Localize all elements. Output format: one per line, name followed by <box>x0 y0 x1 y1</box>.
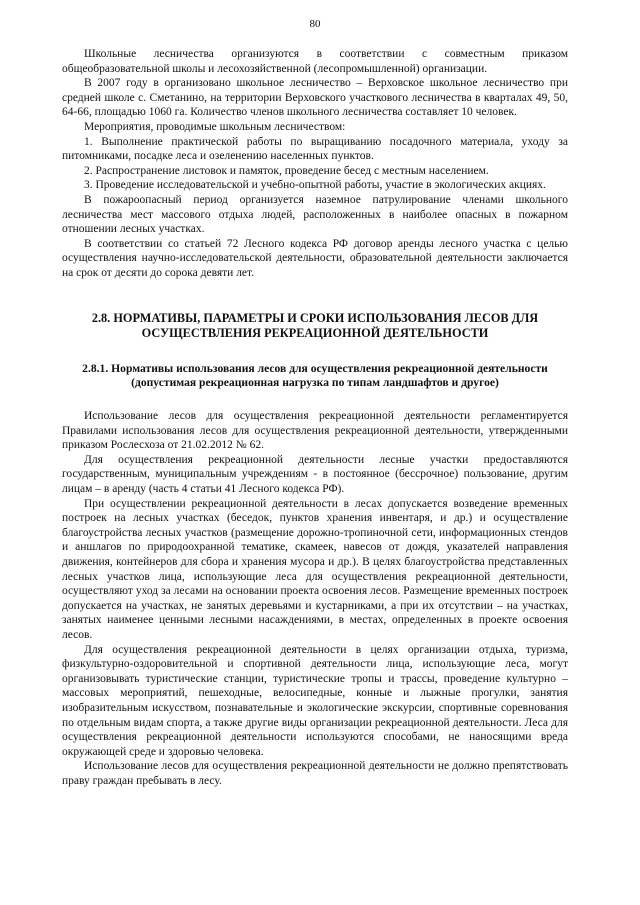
subsection-heading: 2.8.1. Нормативы использования лесов для осуществления рекреационной деятельности (допустимая рекреационная нагрузка по типам ландшафтов и другое) <box>82 361 548 390</box>
page-number: 80 <box>309 18 321 30</box>
section-heading: 2.8. НОРМАТИВЫ, ПАРАМЕТРЫ И СРОКИ ИСПОЛЬЗОВАНИЯ ЛЕСОВ ДЛЯ ОСУЩЕСТВЛЕНИЯ РЕКРЕАЦИОННОЙ ДЕЯТЕЛЬНОСТИ <box>91 310 539 340</box>
document-page <box>62 0 568 789</box>
paragraph-verkhovskoe-forestry: В 2007 году в организовано школьное лесничество – Верховское школьное лесничество при средней школе с. Сметанино, на территории Верховского участкового лесничества в кварталах 49, 50, 64-66, площадью 1060 га. Количество членов школьного лесничества составляет 10 человек. <box>62 77 568 119</box>
recreation-text-block <box>62 409 568 788</box>
paragraph-recreation-organization: Для осуществления рекреационной деятельности в целях организации отдыха, туризма, физкультурно-оздоровительной и спортивной деятельности лица, использующие леса, могут организовывать туристические станции, туристические тропы и трассы, проведение культурно – массовых мероприятий, пешеходные, велосипедные, конные и лыжные прогулки, занятия изобразительным искусством, познавательные и экологические экскурсии, спортивные соревнования по отдельным видам спорта, а также другие виды организации рекреационной деятельности. Леса для осуществления рекреационной деятельности используются способами, не наносящими вреда окружающей среде и здоровью человека. <box>62 643 568 758</box>
paragraph-activities-intro: Мероприятия, проводимые школьным лесничеством: <box>84 120 346 133</box>
paragraph-school-forestry-orders: Школьные лесничества организуются в соответствии с совместным приказом общеобразовательной школы и лесохозяйственной (лесопромышленной) организации. <box>62 48 568 75</box>
list-item-practical-work: 1. Выполнение практической работы по выращиванию посадочного материала, уходу за питомниками, посадке леса и озеленению населенных пунктов. <box>62 135 568 163</box>
paragraph-citizens-rights: Использование лесов для осуществления рекреационной деятельности не должно препятствовать праву граждан пребывать в лесу. <box>62 760 568 787</box>
list-item-leaflets: 2. Распространение листовок и памяток, проведение бесед с местным населением. <box>84 164 489 177</box>
intro-text-block <box>62 47 568 281</box>
paragraph-temporary-buildings: При осуществлении рекреационной деятельности в лесах допускается возведение временных построек на лесных участках (беседок, пунктов хранения инвентаря, и др.) и осуществление благоустройства лесных участков (размещение дорожно-тропиночной сети, информационных стендов и аншлагов по природоохранной тематике, скамеек, навесов от дождя, указателей направления движения, контейнеров для сбора и хранения мусора и др.). В целях благоустройства представленных лесных участков лица, использующие леса для осуществления рекреационной деятельности, осуществляют уход за лесами на основании проекта освоения лесов. Размещение временных построек допускается на участках, не занятых деревьями и кустарниками, а при их отсутствии – на участках, занятых наименее ценными лесными насаждениями, в местах, определенных в проекте освоения лесов. <box>62 497 568 641</box>
paragraph-fire-patrol: В пожароопасный период организуется наземное патрулирование членами школьного лесничества мест массового отдыха людей, расположенных в наиболее опасных в пожарном отношении лесных участках. <box>62 193 568 236</box>
paragraph-lease-term: В соответствии со статьей 72 Лесного кодекса РФ договор аренды лесного участка с целью осуществления научно-исследовательской деятельности, образовательной деятельности заключается на срок от десяти до сорока девяти лет. <box>62 237 568 279</box>
paragraph-recreation-rules: Использование лесов для осуществления рекреационной деятельности регламентируется Правилами использования лесов для осуществления рекреационной деятельности, утвержденными приказом Рослесхоза от 21.02.2012 № 62. <box>62 410 568 452</box>
list-item-research: 3. Проведение исследовательской и учебно-опытной работы, участие в экологических акциях. <box>84 179 546 192</box>
paragraph-land-provision: Для осуществления рекреационной деятельности лесные участки предоставляются государственным, муниципальным учреждениям - в постоянное (бессрочное) пользование, другим лицам – в аренду (часть 4 статьи 41 Лесного кодекса РФ). <box>62 453 568 496</box>
